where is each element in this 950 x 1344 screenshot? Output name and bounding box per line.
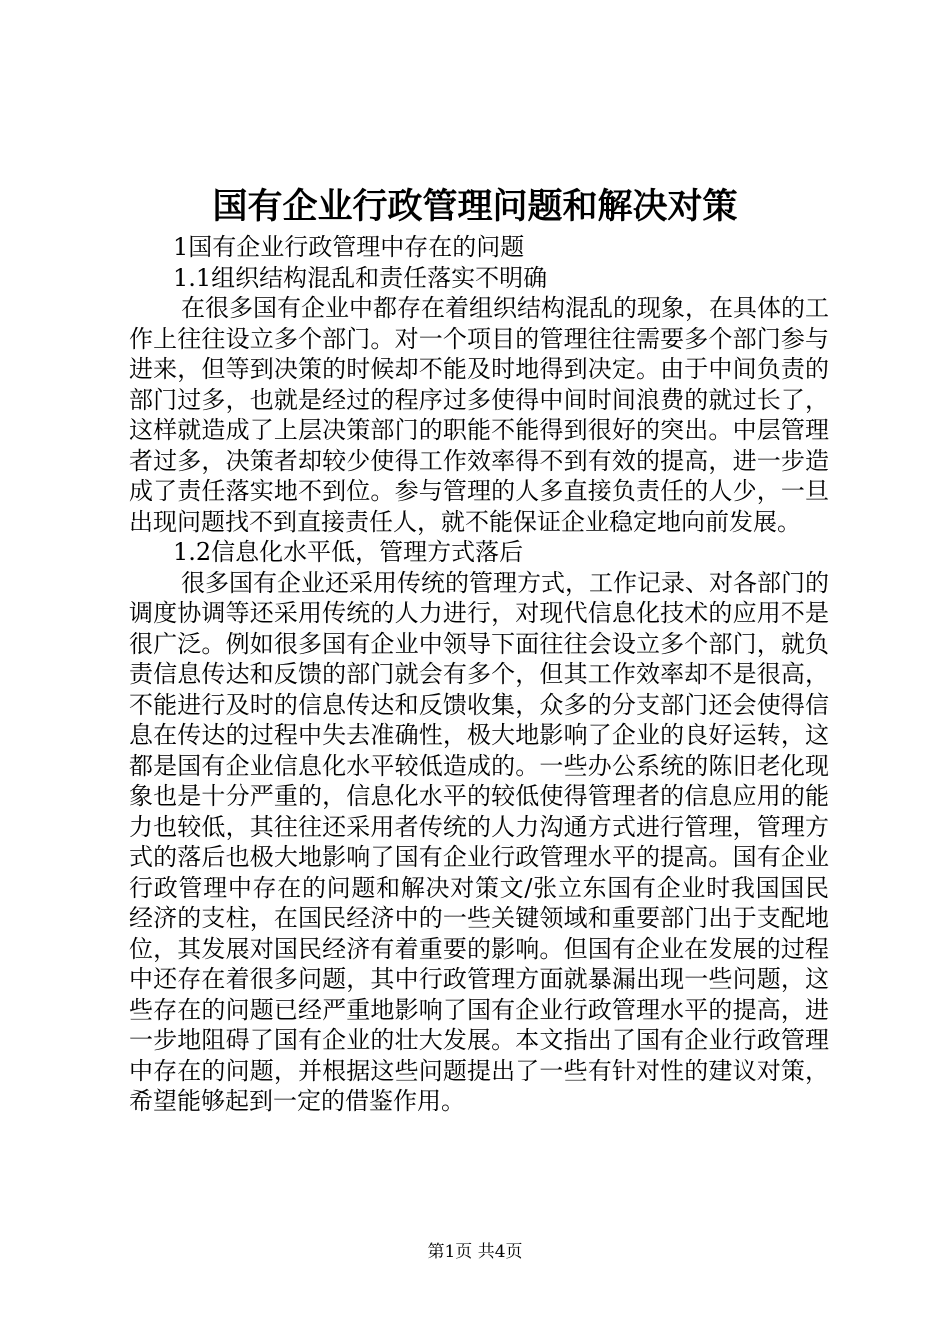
- section-heading-1: 1国有企业行政管理中存在的问题: [173, 233, 525, 261]
- paragraph-1-1: 在很多国有企业中都存在着组织结构混乱的现象，在具体的工作上往往设立多个部门。对一个项目的管理往往需要多个部门参与进来，但等到决策的时候却不能及时地得到决定。由于中间负责的部门过多，也就是经过的程序过多使得中间时间浪费的就过长了，这样就造成了上层决策部门的职能不能得到很好的突出。中层管理者过多，决策者却较少使得工作效率得不到有效的提高，进一步造成了责任落实地不到位。参与管理的人多直接负责任的人少，一旦出现问题找不到直接责任人，就不能保证企业稳定地向前发展。: [129, 294, 829, 536]
- section-heading-1-2: 1.2信息化水平低，管理方式落后: [173, 538, 524, 566]
- document-body: [129, 232, 829, 1117]
- paragraph-1-2: 很多国有企业还采用传统的管理方式，工作记录、对各部门的调度协调等还采用传统的人力进行，对现代信息化技术的应用不是很广泛。例如很多国有企业中领导下面往往会设立多个部门，就负责信息传达和反馈的部门就会有多个，但其工作效率却不是很高，不能进行及时的信息传达和反馈收集，众多的分支部门还会使得信息在传达的过程中失去准确性，极大地影响了企业的良好运转，这都是国有企业信息化水平较低造成的。一些办公系统的陈旧老化现象也是十分严重的，信息化水平的较低使得管理者的信息应用的能力也较低，其往往还采用者传统的人力沟通方式进行管理，管理方式的落后也极大地影响了国有企业行政管理水平的提高。国有企业行政管理中存在的问题和解决对策文/张立东国有企业时我国国民经济的支柱，在国民经济中的一些关键领域和重要部门出于支配地位，其发展对国民经济有着重要的影响。但国有企业在发展的过程中还存在着很多问题，其中行政管理方面就暴漏出现一些问题，这些存在的问题已经严重地影响了国有企业行政管理水平的提高，进一步地阻碍了国有企业的壮大发展。本文指出了国有企业行政管理中存在的问题，并根据这些问题提出了一些有针对性的建议对策，希望能够起到一定的借鉴作用。: [129, 568, 829, 1115]
- section-heading-1-1: 1.1组织结构混乱和责任落实不明确: [173, 263, 548, 292]
- page-footer: 第1页 共4页: [427, 1242, 523, 1262]
- document-title: 国有企业行政管理问题和解决对策: [212, 186, 738, 227]
